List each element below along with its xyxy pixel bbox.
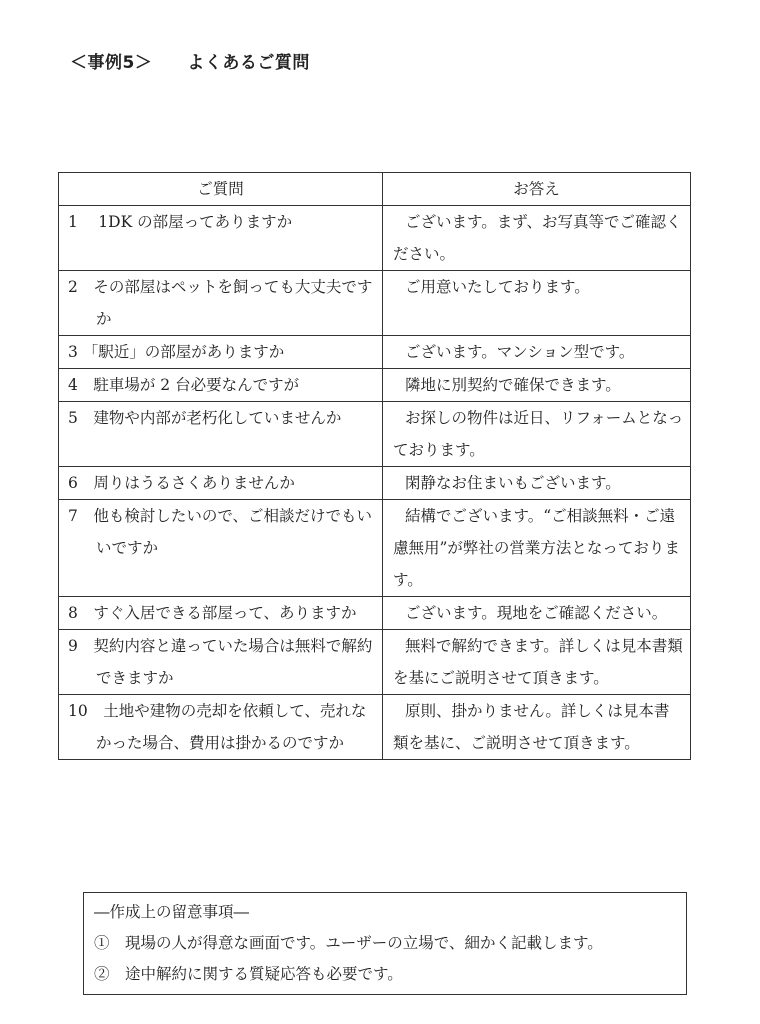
table-row bbox=[59, 630, 691, 695]
table-row bbox=[59, 597, 691, 630]
answer-cell: お探しの物件は近日、リフォームとなっております。 bbox=[383, 402, 691, 467]
answer-cell: 閑静なお住まいもございます。 bbox=[383, 467, 691, 500]
faq-table bbox=[58, 172, 691, 760]
question-cell: 9 契約内容と違っていた場合は無料で解約できますか bbox=[59, 630, 383, 695]
question-cell: 8 すぐ入居できる部屋って、ありますか bbox=[59, 597, 383, 630]
notes-heading: ―作成上の留意事項― bbox=[94, 903, 250, 921]
note-item: ② 途中解約に関する質疑応答も必要です。 bbox=[94, 965, 403, 983]
question-cell: 3 「駅近」の部屋がありますか bbox=[59, 336, 383, 369]
answer-cell: ご用意いたしております。 bbox=[383, 271, 691, 336]
table-row bbox=[59, 336, 691, 369]
table-row bbox=[59, 500, 691, 597]
answer-cell: ございます。現地をご確認ください。 bbox=[383, 597, 691, 630]
question-column-header: ご質問 bbox=[59, 173, 383, 206]
question-cell: 5 建物や内部が老朽化していませんか bbox=[59, 402, 383, 467]
table-row bbox=[59, 271, 691, 336]
question-cell: 4 駐車場が 2 台必要なんですが bbox=[59, 369, 383, 402]
answer-cell: ございます。マンション型です。 bbox=[383, 336, 691, 369]
document-title: ＜事例5＞ よくあるご質問 bbox=[70, 53, 310, 73]
question-cell: 10 土地や建物の売却を依頼して、売れなかった場合、費用は掛かるのですか bbox=[59, 695, 383, 760]
notes-box bbox=[83, 892, 687, 995]
table-row bbox=[59, 402, 691, 467]
question-cell: 7 他も検討したいので、ご相談だけでもいいですか bbox=[59, 500, 383, 597]
answer-cell: 結構でございます。“ご相談無料・ご遠慮無用”が弊社の営業方法となっております。 bbox=[383, 500, 691, 597]
question-cell: 2 その部屋はペットを飼っても大丈夫ですか bbox=[59, 271, 383, 336]
answer-cell: 隣地に別契約で確保できます。 bbox=[383, 369, 691, 402]
answer-column-header: お答え bbox=[383, 173, 691, 206]
note-item: ① 現場の人が得意な画面です。ユーザーの立場で、細かく記載します。 bbox=[94, 934, 603, 952]
answer-cell: 無料で解約できます。詳しくは見本書類を基にご説明させて頂きます。 bbox=[383, 630, 691, 695]
answer-cell: 原則、掛かりません。詳しくは見本書類を基に、ご説明させて頂きます。 bbox=[383, 695, 691, 760]
question-cell: 1 1DK の部屋ってありますか bbox=[59, 206, 383, 271]
table-row bbox=[59, 206, 691, 271]
question-cell: 6 周りはうるさくありませんか bbox=[59, 467, 383, 500]
table-header-row bbox=[59, 173, 691, 206]
table-row bbox=[59, 695, 691, 760]
answer-cell: ございます。まず、お写真等でご確認ください。 bbox=[383, 206, 691, 271]
table-row bbox=[59, 467, 691, 500]
table-row bbox=[59, 369, 691, 402]
